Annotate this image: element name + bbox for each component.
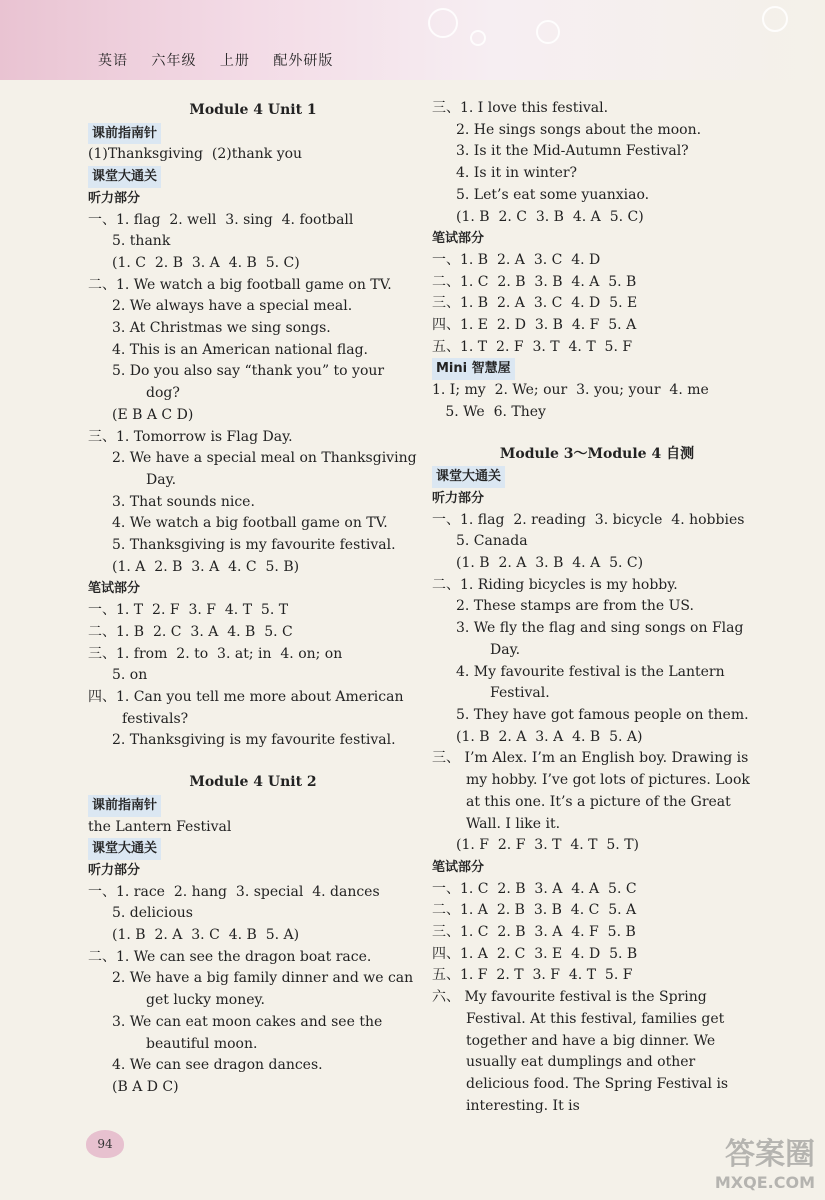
answer-line: (1. B 2. A 3. B 4. A 5. C) (456, 555, 644, 572)
watermark-url: MXQE.COM (714, 1173, 815, 1192)
answer-line: 五、1. F 2. T 3. F 4. T 5. F (432, 967, 633, 984)
answer-line: 二、1. We watch a big football game on TV. (88, 276, 392, 293)
answer-line: 5. Let’s eat some yuanxiao. (456, 186, 650, 203)
answer-paragraph: 三、 I’m Alex. I’m an English boy. Drawing is my hobby. I’ve got lots of pictures. Look at this one. It’s a picture of the Great Wall. I like it. (432, 750, 750, 832)
answer-line: 4. My favourite festival is the Lantern Festival. (456, 663, 725, 702)
decor-bubble (762, 6, 788, 32)
page-header (98, 50, 351, 70)
section-tag: 课堂大通关 (88, 166, 161, 188)
answer-line: 五、1. T 2. F 3. T 4. T 5. F (432, 338, 633, 355)
answer-line: 4. We watch a big football game on TV. (112, 515, 388, 532)
answer-line: 5. Do you also say “thank you” to your dog? (112, 363, 385, 402)
subsection-label: 听力部分 (88, 190, 141, 206)
subsection-label: 听力部分 (88, 862, 141, 878)
watermark-main: 答案圈 (725, 1137, 815, 1172)
section-title: Module 4 Unit 2 (189, 774, 317, 791)
header-subject: 英语 (98, 53, 128, 69)
answer-line: 5. Canada (456, 533, 528, 550)
answer-line: 4. We can see dragon dances. (112, 1057, 323, 1074)
answer-paragraph: 四、1. Can you tell me more about American festivals? (88, 688, 404, 727)
section-tag: 课前指南针 (88, 123, 161, 145)
section-title: Module 3～Module 4 自测 (499, 445, 695, 462)
header-edition: 配外研版 (273, 53, 334, 69)
answer-line: 2. We have a special meal on Thanksgiving Day. (112, 450, 417, 488)
answer-line: 3. We fly the flag and sing songs on Flag Day. (456, 620, 744, 658)
answer-line: 一、1. flag 2. reading 3. bicycle 4. hobbies (432, 511, 745, 528)
section-tag-row (88, 123, 418, 145)
spacer (88, 752, 418, 770)
answer-line: 一、1. C 2. B 3. A 4. A 5. C (432, 880, 637, 897)
answer-line: 1. I; my 2. We; our 3. you; your 4. me (432, 382, 709, 399)
right-column (432, 98, 762, 1117)
answer-line: 一、1. race 2. hang 3. special 4. dances (88, 883, 380, 900)
subsection-label: 笔试部分 (88, 581, 141, 597)
section-tag-row (432, 466, 762, 488)
page-number: 94 (86, 1130, 124, 1158)
answer-line: 三、1. I love this festival. (432, 100, 609, 116)
left-column (88, 98, 418, 1099)
answer-line: (1. F 2. F 3. T 4. T 5. T) (456, 837, 640, 854)
answer-line: 一、1. flag 2. well 3. sing 4. football (88, 211, 354, 228)
answer-line: 三、1. C 2. B 3. A 4. F 5. B (432, 924, 636, 941)
answer-line: 一、1. T 2. F 3. F 4. T 5. T (88, 602, 289, 619)
answer-line: 5. delicious (112, 905, 193, 922)
answer-paragraph: 六、 My favourite festival is the Spring Festival. At this festival, families get together and have a big dinner. We usually eat dumplings and other delicious food. The Spring Festival is interesting. It is (432, 989, 729, 1114)
answer-line: 2. Thanksgiving is my favourite festival. (112, 732, 396, 749)
section-tag-row (88, 795, 418, 817)
watermark (715, 1129, 815, 1192)
section-tag-row (88, 838, 418, 860)
answer-line: the Lantern Festival (88, 818, 232, 835)
section-tag: 课堂大通关 (432, 466, 505, 488)
answer-line: 三、1. Tomorrow is Flag Day. (88, 428, 293, 445)
answer-line: 5. We 6. They (432, 403, 546, 420)
answer-line: 5. They have got famous people on them. (456, 706, 749, 723)
header-grade: 六年级 (151, 53, 197, 69)
answer-line: (1. B 2. A 3. C 4. B 5. A) (112, 927, 300, 944)
answer-line: 二、1. We can see the dragon boat race. (88, 948, 372, 965)
answer-line: 三、1. from 2. to 3. at; in 4. on; on (88, 645, 343, 662)
section-tag-row (88, 166, 418, 188)
subsection-label: 听力部分 (432, 490, 485, 506)
answer-line: 四、1. A 2. C 3. E 4. D 5. B (432, 945, 638, 962)
answer-line: (1)Thanksgiving (2)thank you (88, 146, 303, 163)
section-tag: 课前指南针 (88, 795, 161, 817)
answer-line: 2. He sings songs about the moon. (456, 121, 702, 138)
spacer (432, 424, 762, 442)
section-tag-row (432, 358, 762, 380)
section-title: Module 4 Unit 1 (189, 102, 317, 118)
answer-line: 3. At Christmas we sing songs. (112, 320, 331, 337)
answer-line: 3. Is it the Mid-Autumn Festival? (456, 143, 689, 160)
answer-line: 3. That sounds nice. (112, 493, 255, 510)
answer-line: 二、1. C 2. B 3. B 4. A 5. B (432, 273, 637, 290)
answer-line: 四、1. E 2. D 3. B 4. F 5. A (432, 317, 637, 334)
answer-line: 2. These stamps are from the US. (456, 598, 694, 615)
answer-line: 2. We always have a special meal. (112, 298, 353, 315)
answer-line: (1. A 2. B 3. A 4. C 5. B) (112, 558, 300, 575)
answer-line: 三、1. B 2. A 3. C 4. D 5. E (432, 295, 638, 312)
answer-line: 4. Is it in winter? (456, 165, 578, 182)
answer-line: (B A D C) (112, 1078, 179, 1095)
decor-bubble (428, 8, 458, 38)
answer-line: (1. B 2. C 3. B 4. A 5. C) (456, 208, 644, 225)
answer-line: 5. on (112, 667, 148, 684)
answer-line: (E B A C D) (112, 406, 194, 423)
answer-line: 二、1. B 2. C 3. A 4. B 5. C (88, 623, 293, 640)
section-tag: Mini 智慧屋 (432, 358, 515, 380)
answer-line: 3. We can eat moon cakes and see the beautiful moon. (112, 1013, 383, 1052)
decor-bubble (470, 30, 486, 46)
answer-line: (1. C 2. B 3. A 4. B 5. C) (112, 254, 300, 271)
section-tag: 课堂大通关 (88, 838, 161, 860)
answer-line: 5. Thanksgiving is my favourite festival. (112, 537, 396, 554)
decor-bubble (536, 20, 560, 44)
answer-line: 二、1. A 2. B 3. B 4. C 5. A (432, 902, 637, 919)
answer-line: 5. thank (112, 233, 171, 250)
subsection-label: 笔试部分 (432, 859, 485, 875)
subsection-label: 笔试部分 (432, 231, 485, 247)
answer-line: 4. This is an American national flag. (112, 341, 368, 358)
header-volume: 上册 (219, 53, 250, 69)
answer-line: 二、1. Riding bicycles is my hobby. (432, 576, 678, 593)
answer-line: 2. We have a big family dinner and we can get lucky money. (112, 970, 414, 1009)
answer-line: 一、1. B 2. A 3. C 4. D (432, 251, 601, 268)
answer-line: (1. B 2. A 3. A 4. B 5. A) (456, 728, 643, 745)
